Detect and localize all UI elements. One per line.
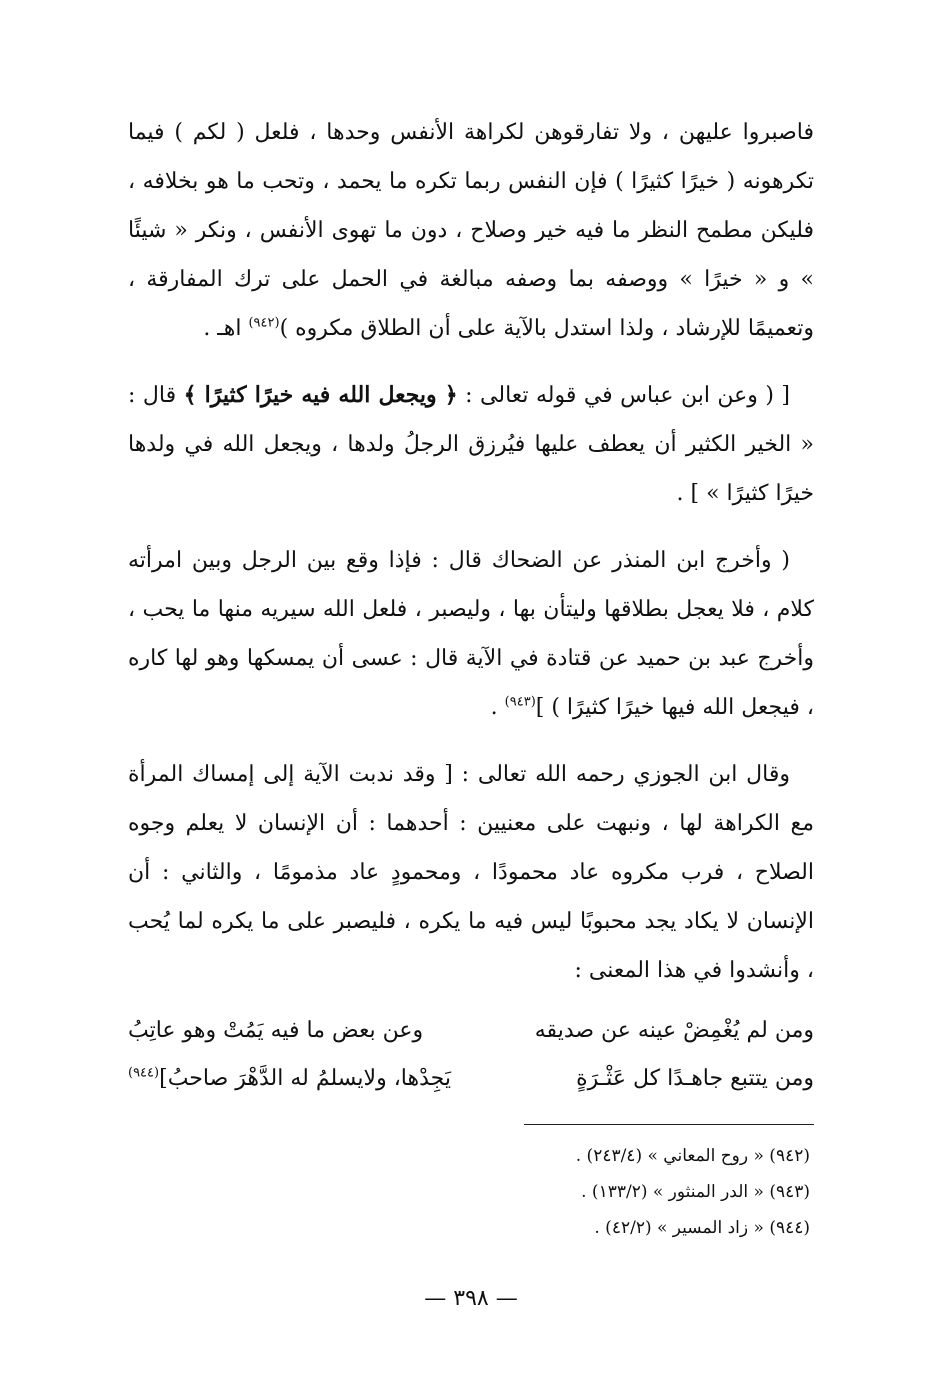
verse-line-2-first-hemistich: ومن يتتبع جاهـدًا كل عَثْـرَةٍ: [576, 1066, 814, 1091]
page-number: — ٣٩٨ —: [424, 1286, 518, 1311]
verse-line-1-second-hemistich: وعن بعض ما فيه يَمُتْ وهو عاتِبُ: [128, 1018, 424, 1043]
paragraph-1-end: اهـ .: [203, 316, 249, 341]
paragraph-4: [128, 750, 814, 995]
paragraph-4-text: وقال ابن الجوزي رحمه الله تعالى : [ وقد ندبت الآية إلى إمساك المرأة مع الكراهة لها ، ونبهت على معنيين : أحدهما : أن الإنسان لا يعلم وجوه الصلاح ، فرب مكروه عاد محمودًا ، ومحمودٍ عاد مذمومًا ، والثاني : أن الإنسان لا يكاد يجد محبوبًا ليس فيه ما يكره ، فليصبر على ما يكره لما يُحب ، وأنشدوا في هذا المعنى :: [128, 762, 814, 983]
paragraph-1-text: فاصبروا عليهن ، ولا تفارقوهن لكراهة الأنفس وحدها ، فلعل ( لكم ) فيما تكرهونه ( خيرًا كثيرًا ) فإن النفس ربما تكره ما يحمد ، وتحب ما هو بخلافه ، فليكن مطمح النظر ما فيه خير وصلاح ، دون ما تهوى الأنفس ، ونكر « شيئًا » و « خيرًا » ووصفه بما وصفه مبالغة في الحمل على ترك المفارقة ، وتعميمًا للإرشاد ، ولذا استدل بالآية على أن الطلاق مكروه ): [128, 120, 814, 341]
footnote-ref-944: (٩٤٤): [128, 1065, 160, 1081]
footnote-943: (٩٤٣) « الدر المنثور » (١٣٣/٢) .: [581, 1182, 810, 1202]
paragraph-2-end: قال : « الخير الكثير أن يعطف عليها فيُرزق الرجلُ ولدها ، ويجعل الله في ولدها خيرًا كثيرًا » ] .: [128, 383, 814, 506]
verse-line-1-first-hemistich: ومن لم يُغْمِضْ عينه عن صديقه: [534, 1018, 814, 1043]
paragraph-3: [128, 536, 814, 732]
footnote-ref-942: (٩٤٢): [248, 315, 280, 331]
paragraph-2-start: [ ( وعن ابن عباس في قوله تعالى :: [457, 383, 790, 408]
verse-line-2-second-hemistich: [128, 1055, 451, 1103]
verse-line-2-second-text: يَجِدْها، ولايسلمُ له الدَّهْرَ صاحبُ]: [159, 1066, 451, 1091]
paragraph-2: [128, 371, 814, 518]
paragraph-3-end: .: [490, 695, 505, 720]
footnote-942: (٩٤٢) « روح المعاني » (٢٤٣/٤) .: [575, 1146, 810, 1166]
footnote-divider: [524, 1124, 814, 1125]
paragraph-1: [128, 108, 814, 353]
footnote-ref-943: (٩٤٣): [504, 694, 536, 710]
poem-verse: [128, 1007, 814, 1103]
verse-line-1: [128, 1007, 814, 1055]
quran-verse: ﴿ ويجعل الله فيه خيرًا كثيرًا ﴾: [183, 382, 458, 408]
verse-line-2: [128, 1055, 814, 1103]
footnote-944: (٩٤٤) « زاد المسير » (٤٢/٢) .: [594, 1218, 810, 1238]
footnotes: [576, 1138, 810, 1246]
paragraph-3-text: ( وأخرج ابن المنذر عن الضحاك قال : فإذا وقع بين الرجل وبين امرأته كلام ، فلا يعجل بطلاقها وليتأن بها ، وليصبر ، فلعل الله سيريه منها ما يحب ، وأخرج عبد بن حميد عن قتادة في الآية قال : عسى أن يمسكها وهو لها كاره ، فيجعل الله فيها خيرًا كثيرًا ) ]: [128, 548, 814, 720]
